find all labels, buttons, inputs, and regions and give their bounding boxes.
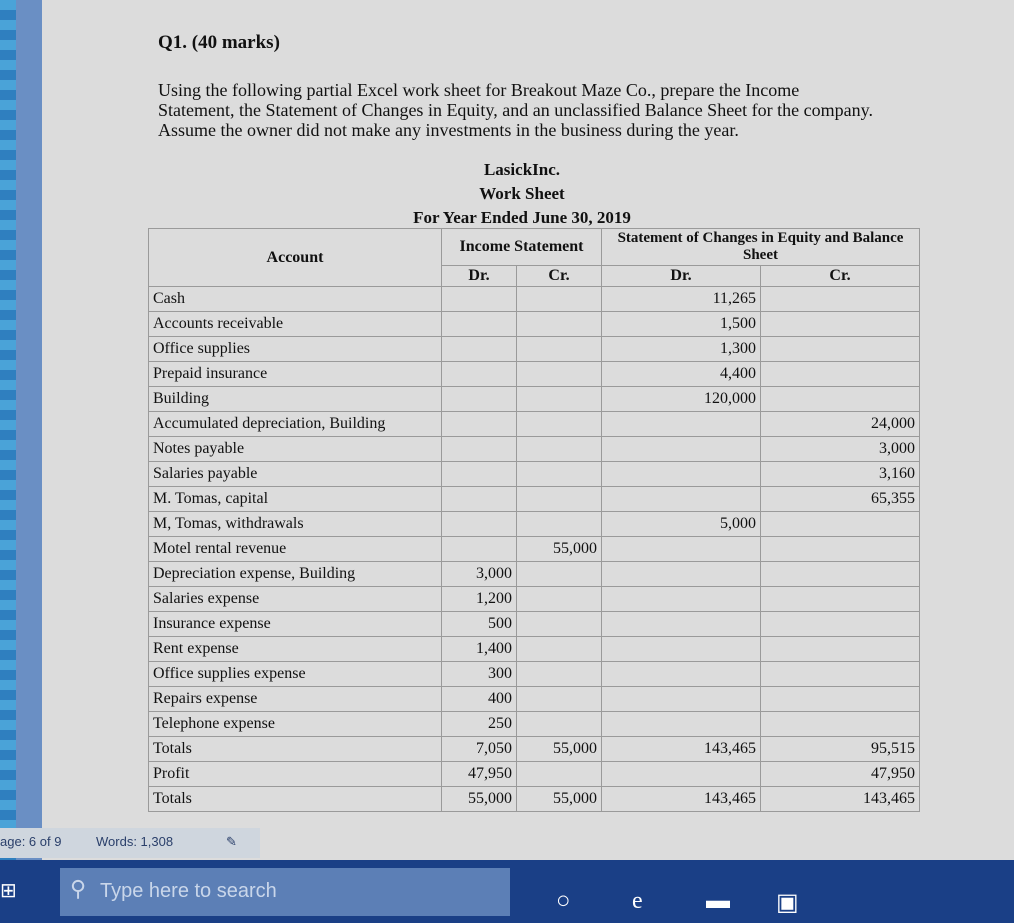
table-row	[149, 787, 920, 812]
header-is-cr: Cr.	[517, 266, 602, 287]
table-row	[149, 637, 920, 662]
bs-cr-cell	[761, 362, 920, 387]
is-cr-cell: 55,000	[517, 537, 602, 562]
is-dr-cell: 7,050	[442, 737, 517, 762]
is-cr-cell	[517, 337, 602, 362]
is-dr-cell	[442, 362, 517, 387]
table-row	[149, 387, 920, 412]
is-dr-cell	[442, 312, 517, 337]
bs-dr-cell	[602, 662, 761, 687]
bs-dr-cell	[602, 712, 761, 737]
bs-cr-cell: 143,465	[761, 787, 920, 812]
is-dr-cell: 500	[442, 612, 517, 637]
edge-browser-icon[interactable]: e	[632, 888, 643, 914]
document-page	[42, 0, 1014, 860]
table-row	[149, 312, 920, 337]
is-dr-cell	[442, 462, 517, 487]
bs-dr-cell	[602, 437, 761, 462]
taskbar-search-box[interactable]	[60, 868, 510, 916]
page-count[interactable]: age: 6 of 9	[0, 834, 62, 849]
account-cell: Accounts receivable	[149, 312, 442, 337]
is-dr-cell	[442, 387, 517, 412]
is-dr-cell: 1,200	[442, 587, 517, 612]
is-cr-cell	[517, 762, 602, 787]
proofing-icon[interactable]: ✎	[226, 834, 237, 849]
bs-cr-cell	[761, 312, 920, 337]
is-cr-cell	[517, 687, 602, 712]
bs-cr-cell: 24,000	[761, 412, 920, 437]
word-count[interactable]: Words: 1,308	[96, 834, 174, 849]
file-explorer-icon[interactable]: ▬	[706, 888, 730, 914]
search-placeholder: Type here to search	[100, 880, 277, 902]
bs-cr-cell: 95,515	[761, 737, 920, 762]
bs-dr-cell	[602, 462, 761, 487]
bs-dr-cell	[602, 762, 761, 787]
is-dr-cell: 47,950	[442, 762, 517, 787]
account-cell: Repairs expense	[149, 687, 442, 712]
is-cr-cell	[517, 412, 602, 437]
bs-cr-cell	[761, 562, 920, 587]
is-cr-cell	[517, 662, 602, 687]
bs-dr-cell	[602, 537, 761, 562]
table-row	[149, 537, 920, 562]
is-dr-cell	[442, 337, 517, 362]
table-row	[149, 587, 920, 612]
question-instructions: Using the following partial Excel work sheet for Breakout Maze Co., prepare the Income Statement, the Statement of Changes in Equity, and an unclassified Balance Sheet for the company. Assume the owner did not make any investments in the business during the year.	[158, 80, 873, 140]
status-bar	[0, 828, 260, 858]
bs-dr-cell: 1,300	[602, 337, 761, 362]
document-edge	[16, 0, 42, 860]
is-dr-cell: 3,000	[442, 562, 517, 587]
is-cr-cell	[517, 712, 602, 737]
account-cell: M. Tomas, capital	[149, 487, 442, 512]
table-row	[149, 687, 920, 712]
search-icon: ⚲	[70, 876, 87, 901]
bs-dr-cell	[602, 687, 761, 712]
account-cell: Totals	[149, 787, 442, 812]
account-cell: Office supplies expense	[149, 662, 442, 687]
is-dr-cell	[442, 437, 517, 462]
bs-cr-cell	[761, 512, 920, 537]
is-cr-cell	[517, 487, 602, 512]
account-cell: Cash	[149, 287, 442, 312]
is-dr-cell	[442, 537, 517, 562]
is-dr-cell: 250	[442, 712, 517, 737]
bs-dr-cell: 4,400	[602, 362, 761, 387]
is-cr-cell	[517, 562, 602, 587]
is-dr-cell: 400	[442, 687, 517, 712]
table-row	[149, 662, 920, 687]
is-cr-cell	[517, 287, 602, 312]
bs-cr-cell	[761, 662, 920, 687]
header-account: Account	[149, 229, 442, 287]
account-cell: Depreciation expense, Building	[149, 562, 442, 587]
table-row	[149, 287, 920, 312]
table-row	[149, 737, 920, 762]
worksheet-title: Work Sheet	[479, 184, 565, 203]
is-dr-cell: 55,000	[442, 787, 517, 812]
is-cr-cell	[517, 637, 602, 662]
is-cr-cell	[517, 312, 602, 337]
table-row	[149, 437, 920, 462]
is-dr-cell	[442, 412, 517, 437]
cortana-icon[interactable]: ○	[556, 888, 571, 914]
bs-cr-cell	[761, 687, 920, 712]
is-cr-cell	[517, 587, 602, 612]
bs-dr-cell: 143,465	[602, 787, 761, 812]
left-ruler	[0, 0, 16, 860]
account-cell: Motel rental revenue	[149, 537, 442, 562]
is-cr-cell	[517, 612, 602, 637]
worksheet-period: For Year Ended June 30, 2019	[413, 208, 631, 227]
is-dr-cell: 1,400	[442, 637, 517, 662]
is-cr-cell	[517, 512, 602, 537]
bs-dr-cell: 5,000	[602, 512, 761, 537]
is-dr-cell	[442, 487, 517, 512]
bs-cr-cell	[761, 612, 920, 637]
account-cell: M, Tomas, withdrawals	[149, 512, 442, 537]
bs-dr-cell: 120,000	[602, 387, 761, 412]
table-row	[149, 362, 920, 387]
table-row	[149, 612, 920, 637]
bs-dr-cell	[602, 562, 761, 587]
bs-cr-cell: 65,355	[761, 487, 920, 512]
is-cr-cell	[517, 437, 602, 462]
account-cell: Notes payable	[149, 437, 442, 462]
account-cell: Office supplies	[149, 337, 442, 362]
header-is-dr: Dr.	[442, 266, 517, 287]
is-cr-cell: 55,000	[517, 787, 602, 812]
windows-start-icon[interactable]: ⊞	[0, 880, 17, 902]
account-cell: Insurance expense	[149, 612, 442, 637]
bs-cr-cell	[761, 337, 920, 362]
is-cr-cell	[517, 462, 602, 487]
table-row	[149, 762, 920, 787]
bs-dr-cell	[602, 412, 761, 437]
bs-cr-cell: 3,160	[761, 462, 920, 487]
bs-dr-cell	[602, 637, 761, 662]
is-cr-cell	[517, 362, 602, 387]
bs-cr-cell: 47,950	[761, 762, 920, 787]
account-cell: Profit	[149, 762, 442, 787]
is-cr-cell	[517, 387, 602, 412]
bs-dr-cell: 1,500	[602, 312, 761, 337]
account-cell: Prepaid insurance	[149, 362, 442, 387]
account-cell: Totals	[149, 737, 442, 762]
table-row	[149, 512, 920, 537]
bs-dr-cell: 11,265	[602, 287, 761, 312]
bs-cr-cell: 3,000	[761, 437, 920, 462]
is-dr-cell: 300	[442, 662, 517, 687]
is-cr-cell: 55,000	[517, 737, 602, 762]
bs-dr-cell: 143,465	[602, 737, 761, 762]
table-row	[149, 412, 920, 437]
bs-cr-cell	[761, 587, 920, 612]
bs-cr-cell	[761, 637, 920, 662]
worksheet-table	[148, 228, 920, 812]
bs-cr-cell	[761, 287, 920, 312]
table-row	[149, 337, 920, 362]
company-name: LasickInc.	[483, 160, 561, 179]
is-dr-cell	[442, 287, 517, 312]
bs-dr-cell	[602, 487, 761, 512]
account-cell: Salaries payable	[149, 462, 442, 487]
bs-cr-cell	[761, 387, 920, 412]
bs-cr-cell	[761, 712, 920, 737]
bs-cr-cell	[761, 537, 920, 562]
is-dr-cell	[442, 512, 517, 537]
bs-dr-cell	[602, 612, 761, 637]
question-title: Q1. (40 marks)	[158, 32, 280, 53]
store-icon[interactable]: ▣	[776, 890, 799, 916]
header-bs-cr: Cr.	[761, 266, 920, 287]
table-row	[149, 562, 920, 587]
account-cell: Rent expense	[149, 637, 442, 662]
header-bs-dr: Dr.	[602, 266, 761, 287]
account-cell: Telephone expense	[149, 712, 442, 737]
account-cell: Salaries expense	[149, 587, 442, 612]
account-cell: Accumulated depreciation, Building	[149, 412, 442, 437]
table-row	[149, 712, 920, 737]
table-row	[149, 487, 920, 512]
header-income-statement: Income Statement	[442, 229, 602, 266]
table-row	[149, 462, 920, 487]
header-equity-balance: Statement of Changes in Equity and Balance Sheet	[602, 229, 920, 266]
bs-dr-cell	[602, 587, 761, 612]
account-cell: Building	[149, 387, 442, 412]
